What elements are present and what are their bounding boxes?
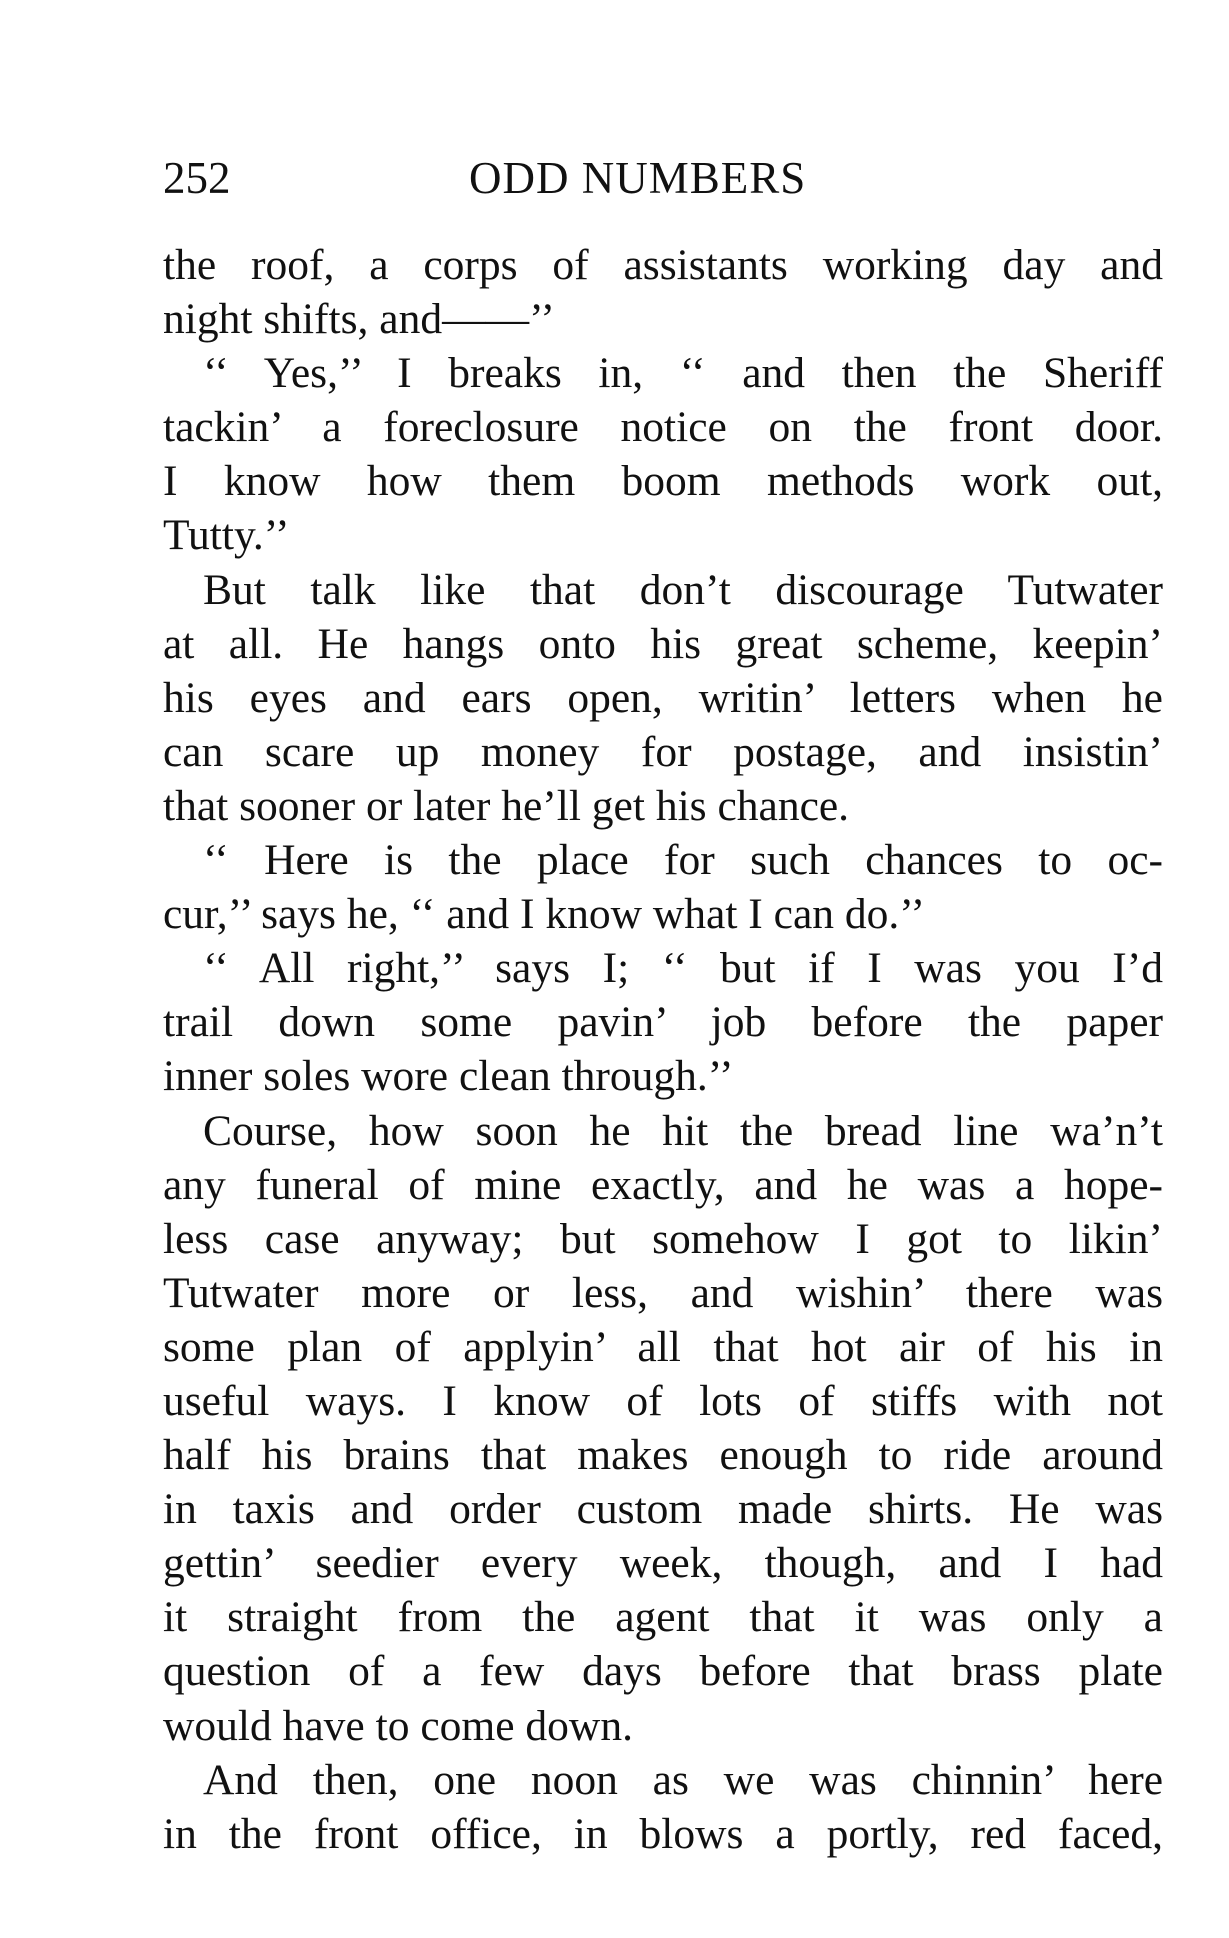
text-line: the roof, a corps of assistants working day and: [163, 241, 1163, 289]
text-line: any funeral of mine exactly, and he was a hope-: [163, 1160, 1163, 1209]
text-line: some plan of applyin’ all that hot air of his in: [163, 1322, 1163, 1371]
text-line: cur,’’ says he, ‘‘ and I know what I can do.’’: [163, 890, 926, 939]
text-line: can scare up money for postage, and insistin’: [163, 727, 1163, 776]
text-line: night shifts, and——’’: [163, 295, 555, 344]
text-line: Tutty.’’: [163, 511, 290, 560]
text-line: half his brains that makes enough to ride around: [163, 1431, 1163, 1480]
text-line: would have to come down.: [163, 1701, 633, 1750]
text-line: in the front office, in blows a portly, red faced,: [163, 1809, 1163, 1858]
text-line: trail down some pavin’ job before the paper: [163, 998, 1163, 1047]
text-line: ‘‘ Yes,’’ I breaks in, ‘‘ and then the Sheriff: [203, 349, 1163, 398]
text-line: ‘‘ All right,’’ says I; ‘‘ but if I was you I’d: [203, 944, 1163, 993]
text-line: But talk like that don’t discourage Tutwater: [203, 565, 1163, 614]
text-line: And then, one noon as we was chinnin’ here: [203, 1755, 1163, 1804]
body-text: [163, 238, 1163, 1861]
running-title: ODD NUMBERS: [469, 153, 807, 203]
text-line: that sooner or later he’ll get his chance.: [163, 781, 850, 830]
text-line: in taxis and order custom made shirts. He was: [163, 1485, 1163, 1534]
page-header: [163, 148, 1163, 208]
page-number: 252: [163, 153, 231, 203]
text-line: inner soles wore clean through.’’: [163, 1052, 734, 1101]
text-line: it straight from the agent that it was only a: [163, 1593, 1163, 1642]
text-line: I know how them boom methods work out,: [163, 457, 1163, 506]
text-line: Course, how soon he hit the bread line wa’n’t: [203, 1106, 1163, 1155]
text-line: gettin’ seedier every week, though, and I had: [163, 1539, 1163, 1588]
text-line: useful ways. I know of lots of stiffs with not: [163, 1376, 1163, 1425]
text-line: Tutwater more or less, and wishin’ there was: [163, 1268, 1163, 1317]
text-line: ‘‘ Here is the place for such chances to oc-: [203, 836, 1163, 885]
text-line: at all. He hangs onto his great scheme, keepin’: [163, 619, 1163, 668]
text-line: tackin’ a foreclosure notice on the front door.: [163, 403, 1163, 452]
text-line: question of a few days before that brass plate: [163, 1647, 1163, 1696]
text-line: less case anyway; but somehow I got to likin’: [163, 1214, 1163, 1263]
text-line: his eyes and ears open, writin’ letters when he: [163, 673, 1163, 722]
